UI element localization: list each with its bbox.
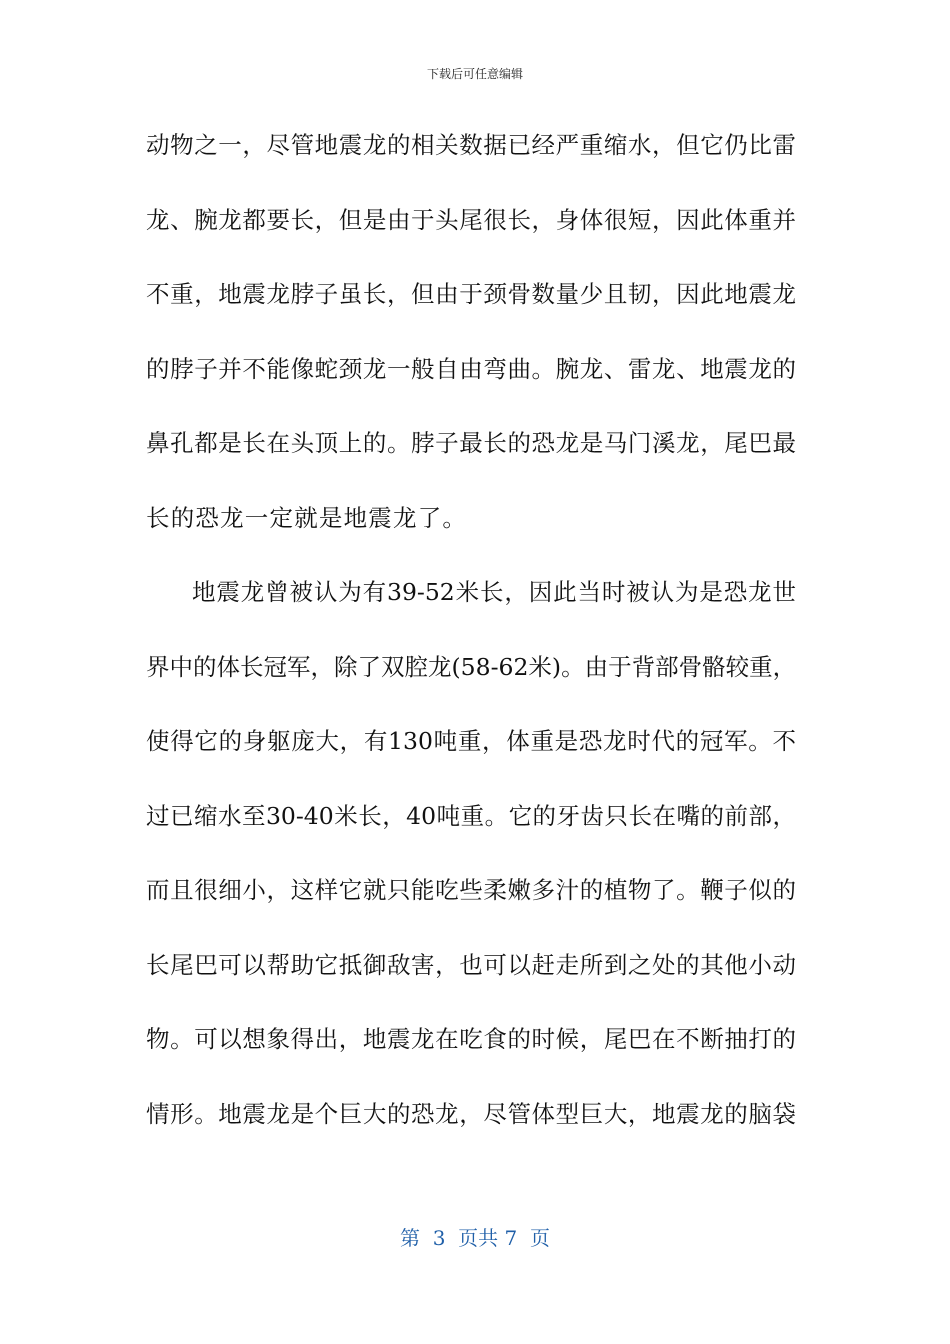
text-line: 界中的体长冠军，除了双腔龙(58-62米)。由于背部骨骼较重， — [146, 652, 797, 681]
text-line: 动物之一，尽管地震龙的相关数据已经严重缩水，但它仍比雷 — [146, 131, 796, 159]
text-line: 物。可以想象得出，地震龙在吃食的时候，尾巴在不断抽打的 — [146, 1025, 796, 1053]
text-line: 地震龙曾被认为有39-52米长，因此当时被认为是恐龙世 — [192, 578, 796, 606]
text-line: 长的恐龙一定就是地震龙了。 — [146, 503, 468, 532]
text-line: 过已缩水至30-40米长，40吨重。它的牙齿只长在嘴的前部， — [146, 801, 796, 830]
text-line: 的脖子并不能像蛇颈龙一般自由弯曲。腕龙、雷龙、地震龙的 — [146, 354, 796, 383]
page-header: 下载后可任意编辑 — [426, 67, 523, 81]
text-line: 不重，地震龙脖子虽长，但由于颈骨数量少且韧，因此地震龙 — [146, 280, 796, 308]
text-line: 而且很细小，这样它就只能吃些柔嫩多汁的植物了。鞭子似的 — [146, 876, 796, 904]
paragraph-1 — [146, 116, 796, 563]
text-line: 情形。地震龙是个巨大的恐龙，尽管体型巨大，地震龙的脑袋 — [146, 1099, 796, 1128]
page-footer: 第 3 页共 7 页 — [400, 1226, 550, 1250]
paragraph-2 — [146, 563, 796, 1159]
document-body — [146, 116, 796, 1159]
text-line: 长尾巴可以帮助它抵御敌害，也可以赶走所到之处的其他小动 — [146, 950, 796, 979]
text-line: 使得它的身躯庞大，有130吨重，体重是恐龙时代的冠军。不 — [146, 727, 796, 755]
text-line: 鼻孔都是长在头顶上的。脖子最长的恐龙是马门溪龙，尾巴最 — [146, 429, 796, 457]
text-line: 龙、腕龙都要长，但是由于头尾很长，身体很短，因此体重并 — [146, 205, 796, 234]
